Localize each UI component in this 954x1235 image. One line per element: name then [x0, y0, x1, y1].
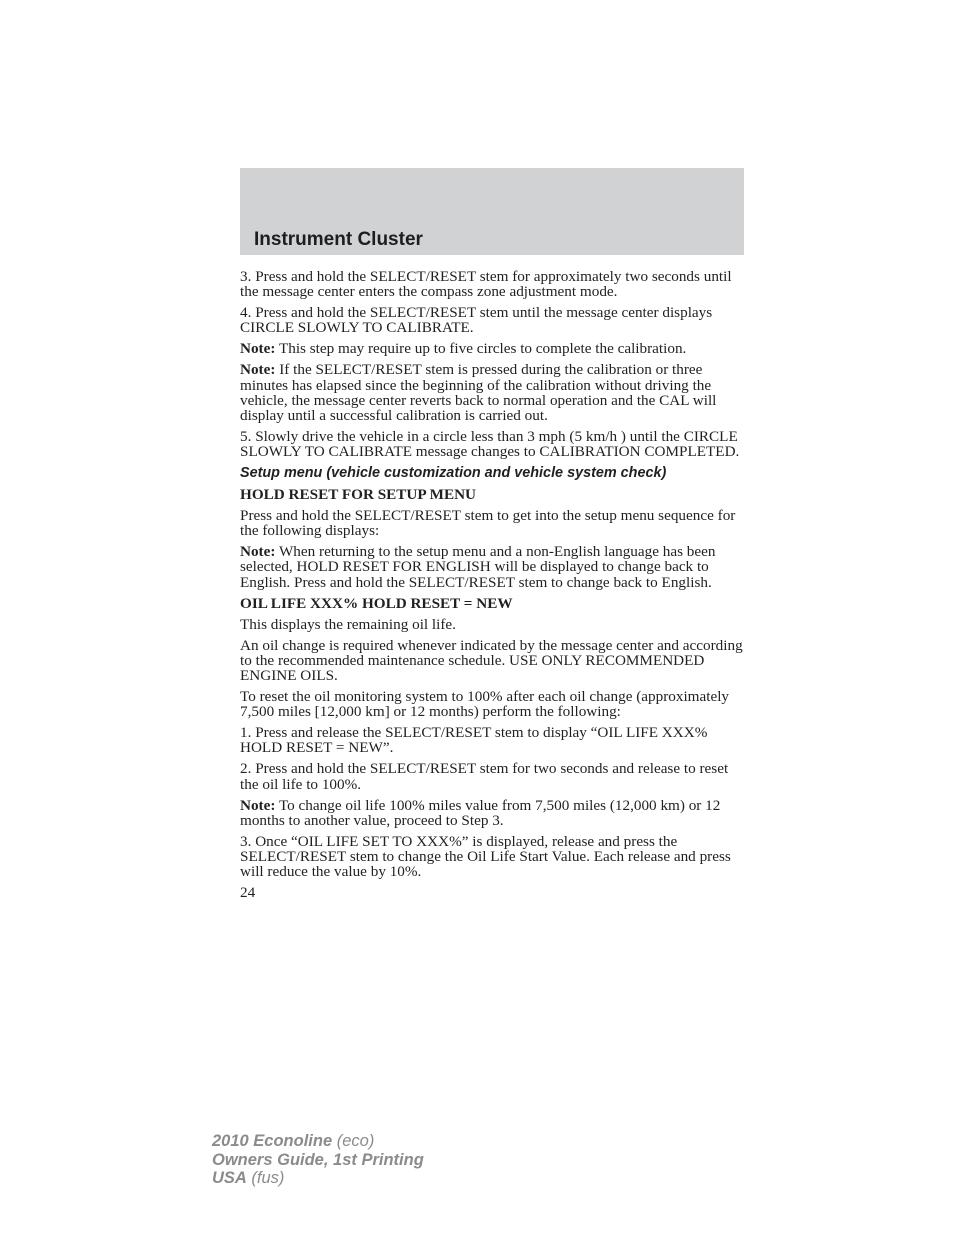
note-paragraph-4	[240, 798, 744, 828]
page-number: 24	[240, 884, 256, 902]
note-label: Note:	[240, 340, 276, 358]
step-3-paragraph: 3. Press and hold the SELECT/RESET stem for approximately two seconds until the message center enters the compass zone adjustment mode.	[240, 268, 732, 301]
step-4-paragraph: 4. Press and hold the SELECT/RESET stem until the message center displays CIRCLE SLOWLY TO CALIBRATE.	[240, 304, 713, 337]
setup-intro-paragraph: Press and hold the SELECT/RESET stem to get into the setup menu sequence for the following displays:	[240, 507, 736, 540]
document-footer	[212, 1132, 424, 1188]
hold-reset-heading: HOLD RESET FOR SETUP MENU	[240, 486, 477, 504]
footer-market-code: (fus)	[246, 1169, 285, 1187]
oil-life-heading: OIL LIFE XXX% HOLD RESET = NEW	[240, 594, 513, 612]
section-header-band	[240, 168, 744, 255]
oil-step-2: 2. Press and hold the SELECT/RESET stem for two seconds and release to reset the oil life to 100%.	[240, 760, 729, 793]
oil-step-1: 1. Press and release the SELECT/RESET stem to display “OIL LIFE XXX% HOLD RESET = NEW”.	[240, 724, 708, 757]
oil-paragraph-1: This displays the remaining oil life.	[240, 615, 456, 633]
note-label: Note:	[240, 796, 276, 814]
section-title: Instrument Cluster	[254, 229, 423, 250]
footer-model-code: (eco)	[332, 1132, 375, 1150]
step-5-paragraph: 5. Slowly drive the vehicle in a circle less than 3 mph (5 km/h ) until the CIRCLE SLOWLY TO CALIBRATE message changes to CALIBRATION COMPLETED.	[240, 427, 740, 460]
note-text-4: To change oil life 100% miles value from 7,500 miles (12,000 km) or 12 months to another value, proceed to Step 3.	[240, 796, 721, 829]
footer-guide: Owners Guide, 1st Printing	[212, 1150, 424, 1169]
note-label: Note:	[240, 543, 276, 561]
note-label: Note:	[240, 361, 276, 379]
note-text-2: If the SELECT/RESET stem is pressed during the calibration or three minutes has elapsed since the beginning of the calibration without driving the vehicle, the message center reverts back to normal operation and the CAL will display until a successful calibration is carried out.	[240, 361, 717, 424]
page-body	[240, 269, 744, 906]
oil-step-3: 3. Once “OIL LIFE SET TO XXX%” is displayed, release and press the SELECT/RESET stem to change the Oil Life Start Value. Each release and press will reduce the value by 10%.	[240, 832, 731, 880]
note-text-1: This step may require up to five circles to complete the calibration.	[278, 340, 687, 358]
footer-line-3	[212, 1169, 424, 1188]
note-paragraph-1	[240, 341, 744, 356]
note-paragraph-2	[240, 362, 744, 422]
oil-paragraph-2: An oil change is required whenever indicated by the message center and according to the recommended maintenance schedule. USE ONLY RECOMMENDED ENGINE OILS.	[240, 636, 743, 684]
footer-market: USA	[212, 1169, 247, 1187]
note-text-3: When returning to the setup menu and a non-English language has been selected, HOLD RESET FOR ENGLISH will be displayed to change back to English. Press and hold the SELECT/RESET stem to change back to English.	[240, 543, 716, 591]
footer-line-2	[212, 1151, 424, 1170]
note-paragraph-3	[240, 544, 744, 589]
footer-model: 2010 Econoline	[212, 1132, 333, 1150]
setup-menu-heading: Setup menu (vehicle customization and vehicle system check)	[240, 465, 667, 482]
footer-line-1	[212, 1132, 424, 1151]
oil-paragraph-3: To reset the oil monitoring system to 100% after each oil change (approximately 7,500 miles [12,000 km] or 12 months) perform the following:	[240, 688, 730, 721]
